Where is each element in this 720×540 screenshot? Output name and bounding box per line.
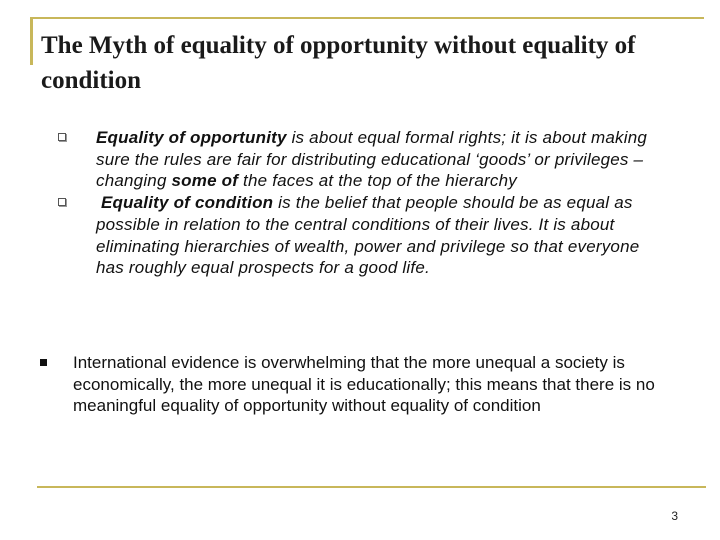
term-equality-of-opportunity: Equality of opportunity	[96, 128, 287, 147]
frame-left-rule	[30, 17, 33, 65]
slide-title: The Myth of equality of opportunity without equality of condition	[41, 32, 636, 94]
sub-bullet-text	[96, 127, 670, 192]
sub-bullet-item	[58, 127, 670, 192]
hollow-square-bullet-icon	[58, 198, 66, 206]
hollow-square-bullet-icon	[58, 133, 66, 141]
frame-top-rule	[30, 17, 704, 19]
main-bullet-item	[40, 352, 713, 417]
sub-bullet-text-part: is about equal formal rights; it is about making sure the rules are fair for distributing educational ‘goods’ or privileges – changing	[96, 128, 648, 191]
page-number: 3	[671, 509, 678, 523]
main-bullet-text: International evidence is overwhelming that the more unequal a society is economically, the more unequal it is educationally; this means that there is no meaningful equality of opportunity without equality of condition	[73, 353, 655, 416]
emphasis-some-of: some of	[171, 171, 239, 191]
sub-bullet-text-part: the faces at the top of the hierarchy	[238, 171, 517, 191]
sub-bullet-list	[58, 127, 670, 279]
sub-bullet-text-part: is the belief that people should be as equal as possible in relation to the central conditions of their lives. It is about eliminating hierarchies of wealth, power and privilege so that everyone has roughly equal prospects for a good life.	[96, 193, 640, 278]
sub-bullet-item	[58, 192, 670, 279]
filled-square-bullet-icon	[40, 359, 47, 366]
sub-bullet-text	[96, 192, 670, 279]
frame-bottom-rule	[37, 486, 706, 488]
term-equality-of-condition: Equality of condition	[100, 193, 274, 213]
